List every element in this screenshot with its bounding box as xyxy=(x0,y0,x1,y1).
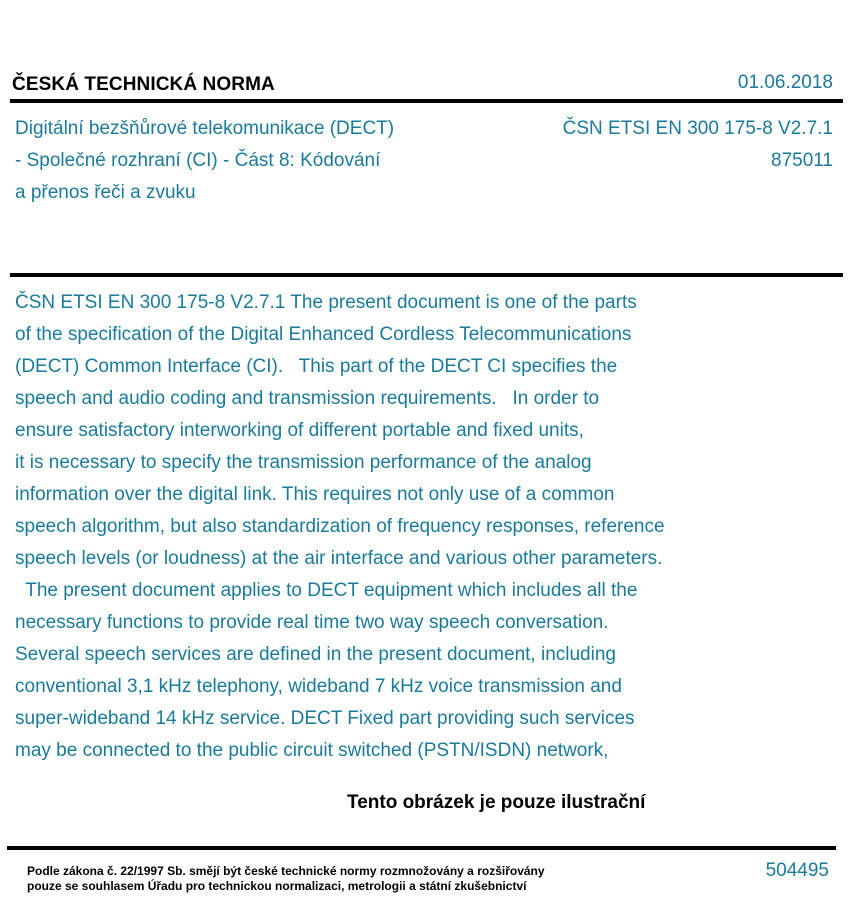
abstract-line: of the specification of the Digital Enhanced Cordless Telecommunications xyxy=(15,324,632,345)
abstract-line: ensure satisfactory interworking of different portable and fixed units, xyxy=(15,420,584,441)
footer-legal-line: Podle zákona č. 22/1997 Sb. smějí být české technické normy rozmnožovány a rozšiřovány xyxy=(27,864,545,878)
publication-date: 01.06.2018 xyxy=(737,72,833,93)
abstract-line: ČSN ETSI EN 300 175-8 V2.7.1 The present document is one of the parts xyxy=(15,292,637,313)
header-divider xyxy=(10,99,843,103)
abstract-line: may be connected to the public circuit switched (PSTN/ISDN) network, xyxy=(15,740,609,761)
abstract-line: super-wideband 14 kHz service. DECT Fixed part providing such services xyxy=(15,708,635,729)
abstract-line: speech levels (or loudness) at the air interface and various other parameters. xyxy=(15,548,663,569)
illustration-note: Tento obrázek je pouze ilustrační xyxy=(347,792,646,813)
abstract-line: conventional 3,1 kHz telephony, wideband 7 kHz voice transmission and xyxy=(15,676,622,697)
standard-code: ČSN ETSI EN 300 175-8 V2.7.1 xyxy=(562,118,833,139)
abstract-line: (DECT) Common Interface (CI). This part of the DECT CI specifies the xyxy=(15,356,618,377)
abstract-line: Several speech services are defined in the present document, including xyxy=(15,644,616,665)
title-divider xyxy=(10,273,843,277)
title-line: - Společné rozhraní (CI) - Část 8: Kódování xyxy=(15,150,381,171)
footer-divider xyxy=(7,846,836,850)
footer-legal-line: pouze se souhlasem Úřadu pro technickou normalizaci, metrologii a státní zkušebnictví xyxy=(27,879,527,893)
abstract-line: speech and audio coding and transmission requirements. In order to xyxy=(15,388,600,409)
title-line: Digitální bezšňůrové telekomunikace (DECT) xyxy=(15,118,395,139)
class-number: 875011 xyxy=(771,150,833,171)
abstract-line: The present document applies to DECT equipment which includes all the xyxy=(15,580,638,601)
abstract-line: information over the digital link. This requires not only use of a common xyxy=(15,484,615,505)
page-heading: ČESKÁ TECHNICKÁ NORMA xyxy=(12,74,275,95)
title-line: a přenos řeči a zvuku xyxy=(15,182,196,203)
abstract-line: speech algorithm, but also standardization of frequency responses, reference xyxy=(15,516,665,537)
document-number: 504495 xyxy=(765,860,829,881)
abstract-line: it is necessary to specify the transmission performance of the analog xyxy=(15,452,592,473)
abstract-line: necessary functions to provide real time two way speech conversation. xyxy=(15,612,609,633)
